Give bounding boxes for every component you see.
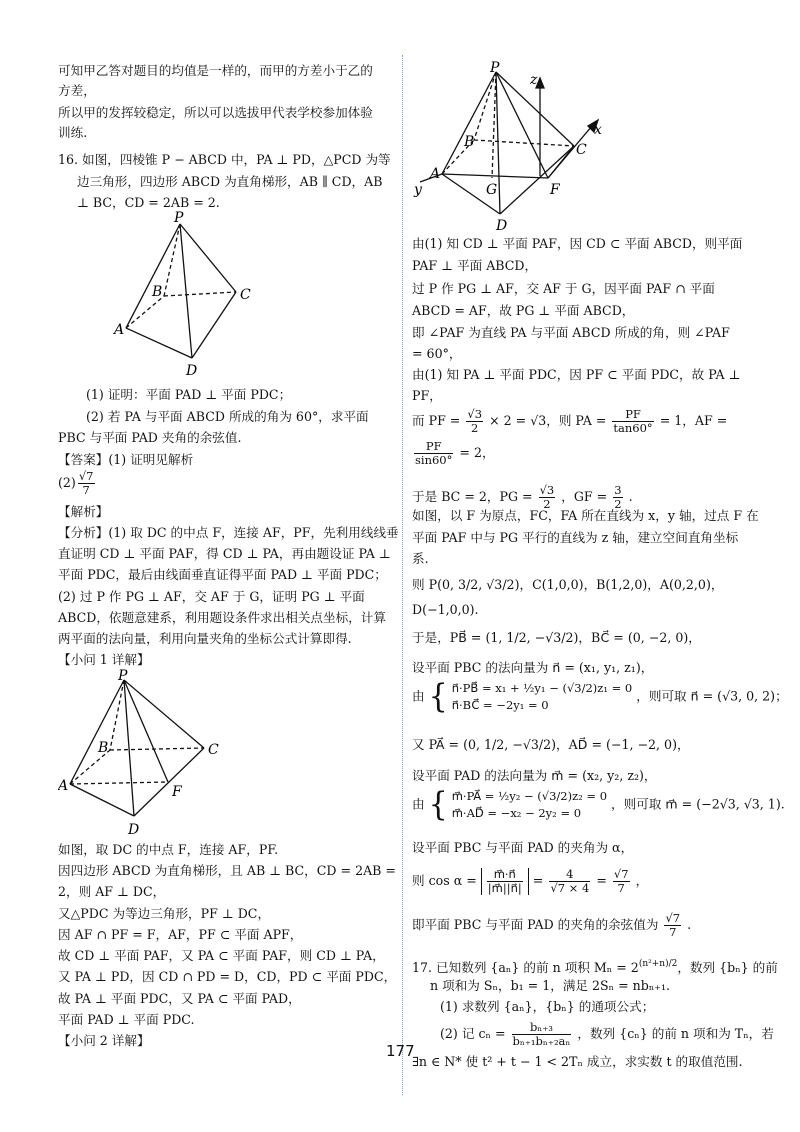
equation-system: 由 { m⃗·PA⃗ = ½y₂ − (√3/2)z₂ = 0 m⃗·AD⃗ = −x₂ − 2y₂ = 0 ，则可取 m⃗ = (−2√3, √3, 1).	[412, 785, 785, 824]
equation-system: 由 { n⃗·PB⃗ = x₁ + ½y₁ − (√3/2)z₁ = 0 n⃗·BC⃗ = −2y₁ = 0 ，则可取 n⃗ = (√3, 0, 2)；	[412, 677, 788, 716]
vertex-label: G	[486, 182, 498, 198]
vertex-label: C	[208, 742, 219, 758]
vertex-label: B	[464, 134, 475, 150]
fraction: $\frac{m⃗\cdot n⃗}{|m⃗||n⃗|}$	[487, 867, 522, 895]
vector-line: 于是，PB⃗ = (1, 1/2, −√3/2)，BC⃗ = (0, −2, 0)，	[412, 630, 701, 645]
text-line: 训练.	[58, 125, 88, 140]
question-16-stem: ⊥ BC，CD = 2AB = 2.	[77, 195, 220, 210]
vertex-label: F	[172, 784, 182, 800]
question-17-stem: 17. 已知数列 {aₙ} 的前 n 项积 $M_n = 2^{(n^2+n)/2}$，数列 {bₙ} 的前	[412, 959, 778, 975]
formula-line: $\frac{PF}{\sin 60^\circ}$ = 2，	[415, 439, 495, 467]
analysis-line: (2) 过 P 作 PG ⊥ AF，交 AF 于 G，证明 PG ⊥ 平面	[58, 589, 365, 604]
analysis-line: 两平面的法向量，利用向量夹角的坐标公式计算即得.	[58, 631, 352, 646]
analysis-line: ABCD，依题意建系，利用题设条件求出相关点坐标，计算	[58, 610, 386, 625]
solution-line: 2，则 AF ⊥ DC，	[58, 884, 166, 899]
solution-line: 平面 PAF 中与 PG 平行的直线为 z 轴，建立空间直角坐标	[412, 530, 739, 545]
fraction: $\frac{√3}{2}$	[467, 407, 483, 435]
axis-label: z	[530, 72, 538, 88]
question-17-part-1: (1) 求数列 {aₙ}，{bₙ} 的通项公式；	[440, 999, 655, 1014]
solution-line: 设平面 PAD 的法向量为 m⃗ = (x₂, y₂, z₂)，	[412, 768, 657, 783]
page-number: 177	[386, 1042, 415, 1060]
question-16-part-1: (1) 证明：平面 PAD ⊥ 平面 PDC；	[86, 387, 292, 402]
vertex-label: C	[240, 287, 251, 303]
solution-line: 又△PDC 为等边三角形，PF ⊥ DC，	[58, 906, 271, 921]
subquestion-1-heading: 【小问 1 详解】	[58, 652, 150, 667]
vertex-label: A	[58, 778, 69, 794]
solution-heading: 【解析】	[58, 504, 109, 519]
text-line: 所以甲的发挥较稳定，所以可以选拔甲代表学校参加体验	[58, 105, 373, 120]
question-16-stem: 16. 如图，四棱锥 P − ABCD 中，PA ⊥ PD，△PCD 为等	[58, 152, 391, 167]
solution-line: 如图，以 F 为原点，FC，FA 所在直线为 x，y 轴，过点 F 在	[412, 508, 759, 523]
fraction: $\frac{√7}{7}$	[78, 469, 94, 497]
solution-line: 系.	[412, 551, 429, 566]
axis-label: y	[414, 182, 422, 198]
question-16-part-2: (2) 若 PA 与平面 ABCD 所成的角为 60°，求平面	[86, 409, 369, 424]
pyramid-figure-2	[58, 668, 288, 838]
vertex-label: A	[430, 166, 441, 182]
vector-line: 又 PA⃗ = (0, 1/2, −√3/2)，AD⃗ = (−1, −2, 0)，	[412, 737, 690, 752]
question-17-part-2: (2) 记 cₙ = $\frac{\text{bₙ₊₃}}{\text{bₙ₊₁bₙ₊₂aₙ}}$ ，数列 {cₙ} 的前 n 项和为 Tₙ，若	[440, 1020, 774, 1048]
fraction: $\frac{4}{√7 \times 4}$	[550, 867, 590, 895]
subquestion-2-heading: 【小问 2 详解】	[58, 1033, 150, 1048]
analysis-line: 直证明 CD ⊥ 平面 PAF，得 CD ⊥ PA，再由题设证 PA ⊥	[58, 546, 391, 561]
formula-line: 即平面 PBC 与平面 PAD 的夹角的余弦值为 $\frac{√7}{7}$ .	[412, 911, 692, 939]
solution-line: 因四边形 ABCD 为直角梯形，且 AB ⊥ BC，CD = 2AB =	[58, 863, 396, 878]
solution-line: 由(1) 知 CD ⊥ 平面 PAF，因 CD ⊂ 平面 ABCD，则平面	[412, 236, 743, 251]
vertex-label: P	[174, 210, 184, 226]
solution-line: 故 PA ⊥ 平面 PDC，又 PA ⊂ 平面 PAD，	[58, 991, 301, 1006]
coordinates-line: D(−1,0,0).	[412, 602, 479, 617]
solution-line: ABCD = AF，故 PG ⊥ 平面 ABCD，	[412, 303, 635, 318]
question-16-stem: 边三角形，四边形 ABCD 为直角梯形，AB ∥ CD，AB	[77, 174, 383, 189]
solution-line: 因 AF ∩ PF = F，AF，PF ⊂ 平面 APF，	[58, 927, 303, 942]
vertex-label: B	[152, 284, 163, 300]
solution-line: 故 CD ⊥ 平面 PAF，又 PA ⊂ 平面 PAF，则 CD ⊥ PA，	[58, 948, 385, 963]
pyramid-axes-figure	[412, 58, 652, 233]
coordinates-line: 则 P(0, 3/2, √3/2)，C(1,0,0)，B(1,2,0)，A(0,2,0)，	[412, 577, 724, 592]
vertex-label: D	[496, 218, 508, 233]
text-line: 可知甲乙答对题目的均值是一样的，而甲的方差小于乙的	[58, 63, 373, 78]
fraction: $\frac{PF}{\sin 60^\circ}$	[415, 439, 453, 467]
vertex-label: A	[114, 322, 125, 338]
question-17-stem: n 项和为 Sₙ，b₁ = 1，满足 2Sₙ = nbₙ₊₁.	[430, 978, 671, 993]
column-divider	[402, 55, 403, 1095]
solution-line: 设平面 PBC 与平面 PAD 的夹角为 α，	[412, 840, 634, 855]
vertex-label: P	[118, 668, 128, 684]
solution-line: 由(1) 知 PA ⊥ 平面 PDC，因 PF ⊂ 平面 PDC，故 PA ⊥	[412, 367, 741, 382]
vertex-label: D	[186, 363, 198, 378]
brace-symbol: {	[428, 785, 448, 824]
solution-line: 又 PA ⊥ PD，因 CD ∩ PD = D，CD，PD ⊂ 平面 PDC，	[58, 969, 397, 984]
text-line: 方差，	[58, 83, 96, 98]
solution-line: 即 ∠PAF 为直线 PA 与平面 ABCD 所成的角，则 ∠PAF	[412, 325, 730, 340]
solution-line: 平面 PAD ⊥ 平面 PDC.	[58, 1012, 195, 1027]
vertex-label: B	[98, 740, 109, 756]
fraction: $\frac{3}{2}$	[614, 483, 622, 511]
vertex-label: F	[550, 182, 560, 198]
question-17-part-2: ∃n ∈ N* 使 t² + t − 1 < 2Tₙ 成立，求实数 t 的取值范围.	[412, 1054, 743, 1069]
formula-line: 而 PF = $\frac{√3}{2}$ × 2 = √3，则 PA = $\frac{PF}{\tan 60^\circ}$ = 1，AF =	[412, 407, 728, 435]
solution-line: 设平面 PBC 的法向量为 n⃗ = (x₁, y₁, z₁)，	[412, 660, 654, 675]
analysis-line: 平面 PDC，最后由线面垂直证得平面 PAD ⊥ 平面 PDC；	[58, 567, 387, 582]
formula-line: 则 cos α = $\frac{m⃗\cdot n⃗}{|m⃗||n⃗|}$ = $\frac{4}{√7 \times 4}$ = $\frac{√7}{7}$ ，	[412, 867, 649, 895]
fraction: $\frac{PF}{\tan 60^\circ}$	[613, 407, 653, 435]
fraction: $\frac{\text{bₙ₊₃}}{\text{bₙ₊₁bₙ₊₂aₙ}}$	[512, 1020, 571, 1048]
vertex-label: C	[576, 142, 587, 158]
fraction: $\frac{√7}{7}$	[665, 911, 681, 939]
formula-line: 于是 BC = 2，PG = $\frac{√3}{2}$ ，GF = $\frac{3}{2}$ .	[412, 483, 633, 511]
vertex-label: D	[128, 822, 140, 838]
fraction: $\frac{√7}{7}$	[613, 867, 629, 895]
answer-part-2: (2) $\frac{√7}{7}$	[58, 469, 94, 497]
analysis-line: 【分析】(1) 取 DC 的中点 F，连接 AF，PF，先利用线线垂	[58, 525, 399, 540]
brace-symbol: {	[428, 677, 448, 716]
fraction: $\frac{√3}{2}$	[539, 483, 555, 511]
solution-line: = 60°，	[412, 346, 462, 361]
question-16-part-2: PBC 与平面 PAD 夹角的余弦值.	[58, 430, 242, 445]
vertex-label: P	[490, 60, 500, 76]
solution-line: 如图，取 DC 的中点 F，连接 AF，PF.	[58, 842, 279, 857]
solution-line: 过 P 作 PG ⊥ AF，交 AF 于 G，因平面 PAF ∩ 平面	[412, 281, 715, 296]
solution-line: PAF ⊥ 平面 ABCD，	[412, 258, 538, 273]
axis-label: x	[594, 122, 602, 138]
solution-line: PF，	[412, 388, 442, 403]
pyramid-figure-1	[88, 210, 318, 378]
answer-heading: 【答案】(1) 证明见解析	[58, 452, 194, 467]
